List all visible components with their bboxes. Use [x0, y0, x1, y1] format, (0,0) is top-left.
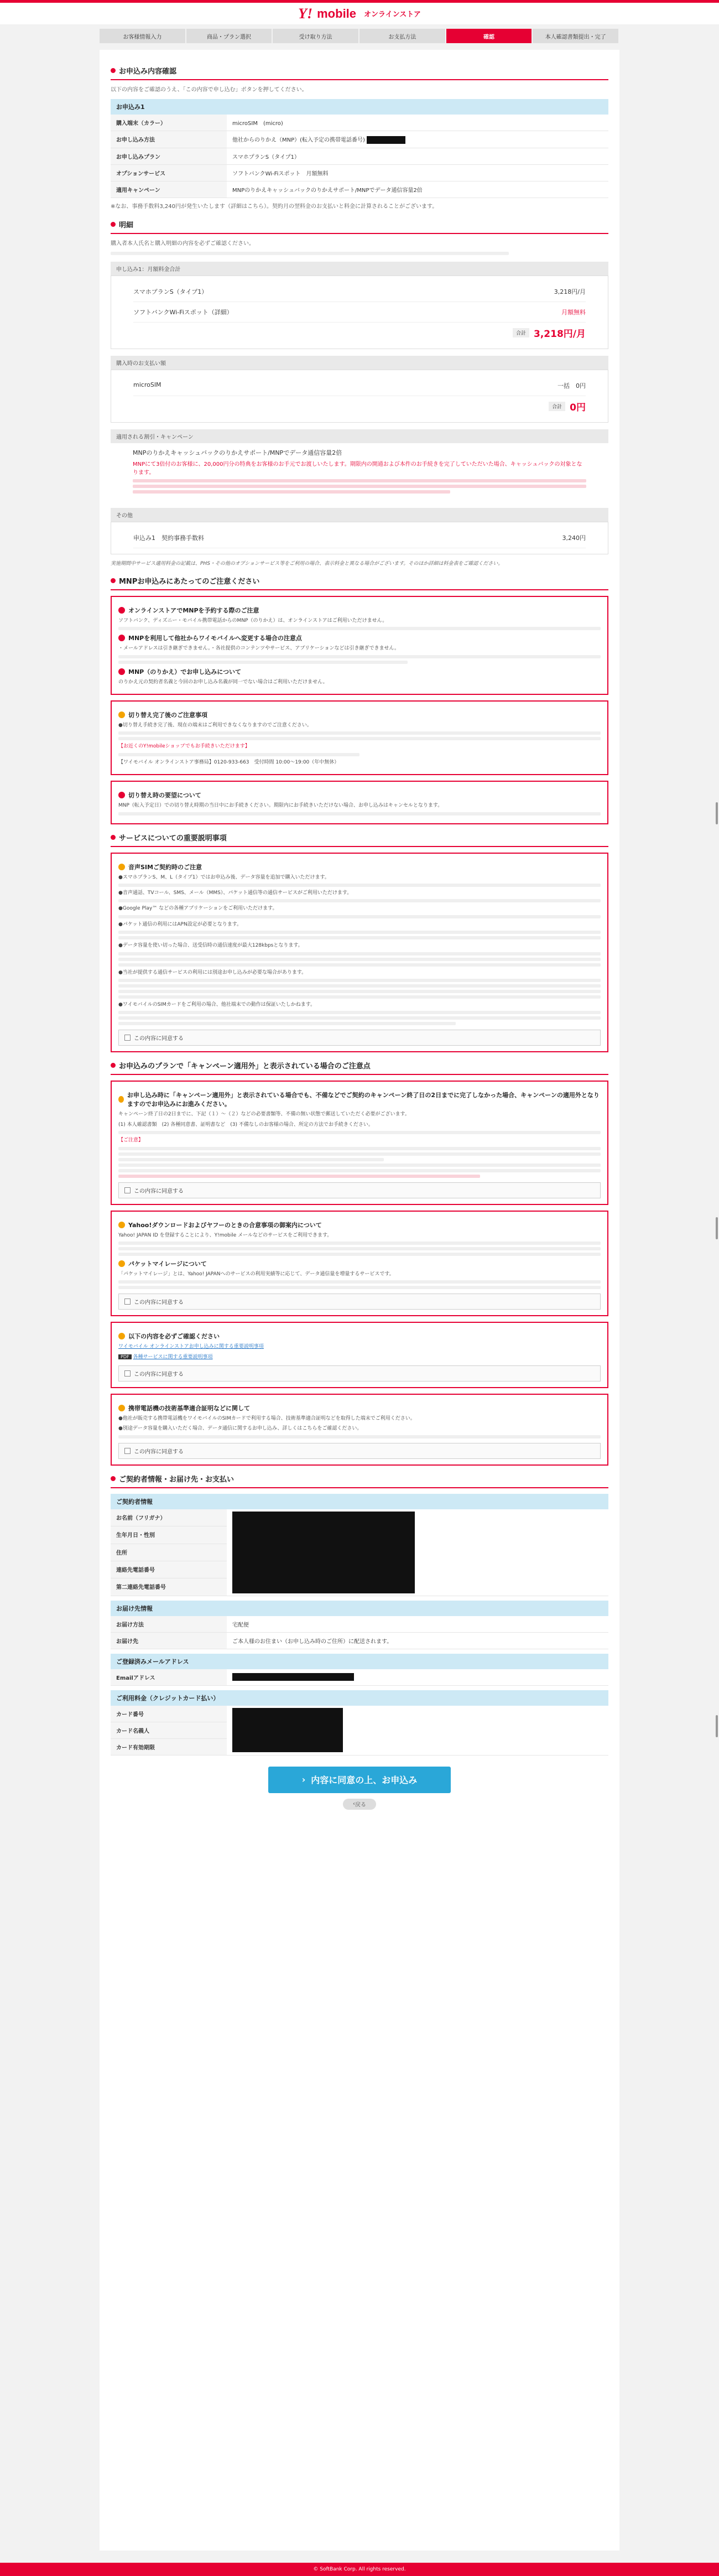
text-line — [118, 1175, 480, 1178]
text-line — [118, 915, 601, 918]
panel-heading: パケットマイレージについて — [118, 1259, 601, 1268]
text-line — [118, 1164, 601, 1167]
panel-heading: 携帯電話機の技術基準適合証明などに関して — [118, 1404, 601, 1412]
service-title: サービスについての重要説明事項 — [111, 832, 608, 843]
warning-icon — [118, 1222, 125, 1228]
panel-red-text: 【ご注意】 — [118, 1138, 144, 1144]
campaign-header: 適用される割引・キャンペーン — [111, 429, 608, 443]
purchase-total: 合計 0円 — [133, 396, 586, 417]
table-row — [111, 181, 608, 198]
checkbox-icon[interactable] — [124, 1187, 131, 1193]
row-key: お申し込み方法 — [111, 131, 227, 148]
checkbox-icon[interactable] — [124, 1299, 131, 1305]
logo-y: Y! — [298, 5, 313, 22]
panel-heading: 切り替え時の要望について — [118, 791, 601, 799]
detail-lead: 購入者本人氏名と購入明細の内容を必ずご確認ください。 — [111, 241, 254, 247]
text-line — [118, 990, 601, 993]
docs-panel — [111, 1322, 608, 1388]
list-item: スマホプランS（タイプ1） 3,218円/月 — [133, 282, 586, 302]
other-box — [111, 522, 608, 554]
text-line — [118, 1022, 456, 1025]
row-value — [227, 1706, 608, 1756]
row-value: ソフトバンクWi-Fiスポット 月額無料 — [227, 165, 608, 181]
doc-link-1[interactable]: ワイモバイル オンラインストアお申し込みに関する重要説明事項 — [118, 1344, 264, 1350]
other-header: その他 — [111, 508, 608, 522]
table-row — [111, 165, 608, 181]
checkbox-icon[interactable] — [124, 1035, 131, 1041]
row-value — [227, 1669, 608, 1686]
row-key: 連絡先電話番号 — [111, 1561, 227, 1578]
panel-text: のりかえ元の契約者名義と今回のお申し込み名義が同一でない場合はご利用いただけません。 — [118, 679, 328, 685]
row-key: お名前（フリガナ） — [111, 1509, 227, 1526]
scrollbar-thumb[interactable] — [716, 1715, 718, 1737]
customer-title: ご契約者情報・お届け先・お支払い — [111, 1473, 608, 1484]
row-key: 住所 — [111, 1544, 227, 1561]
panel-text: 「パケットマイレージ」とは、Yahoo! JAPANへのサービスの利用実績等に応じて、データ通信量を増量するサービスです。 — [118, 1271, 394, 1277]
main-content — [100, 50, 619, 2551]
text-line — [118, 1158, 384, 1161]
group-header: お申込み1 — [111, 99, 608, 115]
panel-heading: MNP（のりかえ）でお申し込みについて — [118, 667, 601, 676]
group-header: ご契約者情報 — [111, 1494, 608, 1509]
service-agree-checkbox[interactable]: この内容に同意する — [118, 1030, 601, 1046]
row-value: microSIM (micro) — [227, 115, 608, 131]
text-line — [118, 1011, 601, 1014]
bullet-icon — [111, 68, 116, 73]
panel-heading: Yahoo!ダウンロードおよびヤフーのときの合意事項の御案内について — [118, 1221, 601, 1229]
step-5-current: 確認 — [446, 29, 532, 43]
redacted-block — [232, 1708, 343, 1752]
text-line — [118, 1242, 601, 1245]
alert-icon — [118, 607, 125, 614]
row-value: スマホプランS（タイプ1） — [227, 148, 608, 165]
redacted-block — [367, 136, 405, 144]
text-line — [118, 984, 601, 988]
text-line — [133, 490, 450, 494]
panel-red-text: 【お近くのY!mobileショップでもお手続きいただけます】 — [118, 744, 250, 750]
panel-text: MNP（転入予定日）での切り替え時期の当日中にお手続きください。期限内にお手続きいただけない場合、お申し込みはキャンセルとなります。 — [118, 803, 443, 809]
alert-icon — [118, 635, 125, 641]
email-table — [111, 1669, 608, 1686]
site-header — [0, 0, 719, 24]
confirm-title: お申込み内容確認 — [111, 65, 608, 76]
table-row — [111, 1616, 608, 1633]
divider — [111, 233, 608, 234]
list-item: ●Google Play™ などの各種アプリケーションをご利用いただけます。 — [118, 906, 278, 912]
table-row — [111, 1706, 608, 1722]
list-item: ●スマホプランS、M、L（タイプ1）ではお申込み後、データ容量を追加で購入いただけます。 — [118, 874, 330, 880]
pdf-badge: PDF — [118, 1354, 132, 1359]
row-key: お届け方法 — [111, 1616, 227, 1633]
panel-heading: 音声SIMご契約時のご注意 — [118, 863, 601, 871]
row-key: お届け先 — [111, 1632, 227, 1649]
yahoo-panel — [111, 1211, 608, 1317]
text-line — [118, 661, 408, 664]
list-item: microSIM 一括 0円 — [133, 376, 586, 396]
row-key: 適用キャンペーン — [111, 181, 227, 198]
progress-steps — [100, 29, 619, 43]
row-key: お申し込みプラン — [111, 148, 227, 165]
contract-table — [111, 1509, 608, 1596]
contact-text: 【ワイモバイル オンラインストア事務局】0120-933-663 受付時間 10:00～19:00（年中無休） — [118, 759, 340, 765]
row-key: 購入端末（カラー） — [111, 115, 227, 131]
list-item: 申込み1 契約事務手数料 3,240円 — [133, 528, 586, 548]
panel-heading: 以下の内容を必ずご確認ください — [118, 1332, 601, 1341]
table-row — [111, 148, 608, 165]
doc-link-2[interactable]: 各種サービスに関する重要説明事項 — [133, 1354, 213, 1360]
checkbox-icon[interactable] — [124, 1448, 131, 1454]
campaign-notice-panel — [111, 1081, 608, 1204]
step-1: お客様情報入力 — [100, 29, 185, 43]
row-value — [227, 1509, 608, 1596]
mnp-title: MNPお申込みにあたってのご注意ください — [111, 575, 608, 586]
after-note: ※なお、事務手数料3,240円が発生いたします（詳細はこちら）。契約月の翌料金のお支払いと料金に計算されることがございます。 — [111, 204, 438, 210]
campaign-title: MNPのりかえキャッシュバックのりかえサポート/MNPでデータ通信容量2倍 — [133, 449, 342, 456]
card-table — [111, 1706, 608, 1756]
panel-text: Yahoo! JAPAN ID を登録することにより、Y!mobile メールなどのサービスをご利用できます。 — [118, 1232, 332, 1238]
text-line — [118, 1435, 601, 1438]
text-line — [118, 655, 601, 658]
mnp-panel — [111, 596, 608, 695]
alert-icon — [118, 792, 125, 798]
text-line — [118, 995, 601, 999]
redacted-block — [232, 1512, 415, 1593]
text-line — [118, 1131, 601, 1134]
row-key: オプションサービス — [111, 165, 227, 181]
warning-icon — [118, 711, 125, 718]
service-panel — [111, 853, 608, 1053]
text-line — [118, 952, 601, 955]
text-line — [118, 1152, 601, 1156]
text-line — [118, 1169, 601, 1172]
table-row — [111, 1632, 608, 1649]
text-line — [133, 479, 586, 482]
chevron-right-icon: › — [301, 1774, 306, 1785]
redacted-block — [232, 1673, 354, 1681]
text-line — [118, 963, 601, 967]
campaign-notice-title: お申込みのプランで「キャンペーン適用外」と表示されている場合のご注意点 — [111, 1060, 608, 1071]
text-line — [118, 731, 601, 735]
confirm-lead: 以下の内容をご確認のうえ、「この内容で申し込む」ボタンを押してください。 — [111, 87, 308, 93]
panel-text: ・メールアドレスは引き継ぎできません。・各社提供のコンテンツやサービス、アプリケーションなどは引き継ぎできません。 — [118, 646, 400, 652]
text-line — [118, 737, 601, 740]
submit-button[interactable]: › 内容に同意の上、お申込み — [268, 1767, 451, 1793]
checkbox-icon[interactable] — [124, 1370, 131, 1377]
text-line — [118, 1253, 601, 1256]
phone-agree-checkbox[interactable]: この内容に同意する — [118, 1443, 601, 1459]
text-line — [118, 979, 601, 982]
panel-text: ●別途データ容量を購入いただく場合、データ通信に関するお申し込み、詳しくはこちらをご確認ください。 — [118, 1426, 362, 1432]
text-line — [118, 936, 601, 939]
row-key: 生年月日・性別 — [111, 1526, 227, 1544]
campaign-text: MNPにて3倍付のお客様に、20,000円分の特典をお客様のお手元でお渡しいたします。期限内の開通および本件のお手続きを完了していただいた場合、キャッシュバックの対象となります。 — [133, 461, 582, 476]
table-row — [111, 115, 608, 131]
list-item: ソフトバンクWi-Fiスポット（詳細） 月額無料 — [133, 302, 586, 323]
panel-heading: お申し込み時に「キャンペーン適用外」と表示されている場合でも、不備などでご契約のキャンペーン終了日の2日までに完了しなかった場合、キャンペーンの適用外となりますのでお申込みにお進みください。 — [118, 1090, 601, 1108]
panel-text: (1) 本人確認書類 (2) 各種同意書、証明書など (3) 不備なしのお客様の場合、所定の方法でお手続きください。 — [118, 1121, 373, 1128]
table-row — [111, 1669, 608, 1686]
scrollbar-thumb[interactable] — [716, 1217, 718, 1239]
bullet-icon — [111, 578, 116, 583]
list-item: ●パケット通信の利用にはAPN設定が必要となります。 — [118, 921, 242, 927]
divider — [111, 1487, 608, 1488]
step-2: 商品・プラン選択 — [186, 29, 272, 43]
monthly-total: 合計 3,218円/月 — [133, 323, 586, 343]
scrollbar-thumb[interactable] — [716, 802, 718, 824]
site-footer: © SoftBank Corp. All rights reserved. — [0, 2563, 719, 2576]
switch2-panel — [111, 781, 608, 824]
panel-heading: 切り替え完了後のご注意事項 — [118, 710, 601, 719]
row-value: 宅配便 — [227, 1616, 608, 1633]
docs-agree-checkbox[interactable]: この内容に同意する — [118, 1365, 601, 1382]
logo-mobile: mobile — [317, 6, 357, 20]
text-line — [118, 958, 601, 961]
group-header: お届け先情報 — [111, 1601, 608, 1616]
phone-panel — [111, 1394, 608, 1466]
text-line — [133, 485, 586, 488]
panel-text: ソフトバンク、ディズニー・モバイル携帯電話からのMNP（のりかえ）は、オンラインストアはご利用いただけません。 — [118, 617, 388, 624]
table-row — [111, 1509, 608, 1526]
text-line — [118, 753, 359, 756]
step-4: お支払方法 — [359, 29, 445, 43]
chevron-left-icon: ‹ — [353, 1801, 355, 1808]
yahoo-agree-checkbox[interactable]: この内容に同意する — [118, 1294, 601, 1310]
row-key: Emailアドレス — [111, 1669, 227, 1686]
bullet-icon — [111, 1063, 116, 1068]
panel-heading: オンラインストアでMNPを予約する際のご注意 — [118, 606, 601, 615]
row-value: ご本人様のお住まい（お申し込み時のご住所）に配送されます。 — [227, 1632, 608, 1649]
panel-text: ●他社が販売する携帯電話機をワイモバイルのSIMカードで利用する場合、技術基準適合証明などを取得した端末でご利用ください。 — [118, 1416, 415, 1422]
warning-icon — [118, 1260, 125, 1267]
text-line — [118, 899, 601, 902]
detail-title: 明細 — [111, 219, 608, 230]
text-line — [118, 884, 601, 887]
text-line — [118, 627, 601, 630]
warning-icon — [118, 864, 125, 870]
group-header: ご利用料金（クレジットカード払い） — [111, 1690, 608, 1706]
warning-icon — [118, 1096, 124, 1103]
back-button[interactable]: ‹ 戻る — [343, 1799, 376, 1810]
bullet-icon — [111, 835, 116, 840]
panel-text: ●切り替え手続き完了後、現在の端末はご利用できなくなりますのでご注意ください。 — [118, 723, 312, 729]
doc-link-row — [118, 1353, 601, 1361]
warning-icon — [118, 1405, 125, 1411]
table-row — [111, 131, 608, 148]
divider — [111, 79, 608, 80]
bullet-icon — [111, 1476, 116, 1481]
list-item: ●データ容量を使い切った場合、送受信時の通信速度が最大128kbpsとなります。 — [118, 943, 303, 949]
list-item: ●ワイモバイルのSIMカードをご利用の場合、他社端末での動作は保証いたしかねます。 — [118, 1001, 315, 1007]
purchase-box — [111, 370, 608, 423]
row-key: カード有効期限 — [111, 1738, 227, 1755]
delivery-table — [111, 1616, 608, 1649]
monthly-header: 申し込み1：月額料金合計 — [111, 262, 608, 276]
switch-panel — [111, 700, 608, 775]
store-label: オンラインストア — [364, 11, 421, 19]
row-value: MNPのりかえキャッシュバックのりかえサポート/MNPでデータ通信容量2倍 — [227, 181, 608, 198]
text-line — [118, 1147, 601, 1150]
campaign-box — [111, 443, 608, 501]
purchase-header: 購入時のお支払い額 — [111, 356, 608, 370]
text-line — [118, 1247, 601, 1250]
panel-text: キャンペーン終了日の2日までに、下記（１）～（２）などの必要書類等、不備の無い状態で郵送していただく必要がございます。 — [118, 1112, 410, 1118]
row-value: 他社からのりかえ（MNP）(転入予定の携帯電話番号) — [227, 131, 608, 148]
row-key: 第二連絡先電話番号 — [111, 1578, 227, 1596]
warning-icon — [118, 1333, 125, 1339]
alert-icon — [118, 668, 125, 675]
step-3: 受け取り方法 — [273, 29, 358, 43]
footnote: 実施期間中サービス適用料金の記載は、PHS・その他のオプションサービス等をご利用の場合、表示料金と異なる場合がございます。そのほか詳細は料金表をご確認ください。 — [111, 560, 503, 567]
row-key: カード名義人 — [111, 1722, 227, 1738]
text-line — [111, 252, 509, 255]
group-header: ご登録済みメールアドレス — [111, 1654, 608, 1669]
list-item: ●当社が提供する通信サービスの利用には別途お申し込みが必要な場合があります。 — [118, 969, 307, 975]
text-line — [118, 931, 601, 934]
text-line — [118, 1280, 601, 1284]
list-item: ●音声通話、TVコール、SMS、メール（MMS）、パケット通信等の通信サービスがご利用いただけます。 — [118, 890, 352, 896]
divider — [111, 1074, 608, 1075]
text-line — [118, 1016, 601, 1020]
campaign-agree-checkbox[interactable]: この内容に同意する — [118, 1182, 601, 1198]
step-6: 本人確認書類提出・完了 — [533, 29, 618, 43]
text-line — [118, 812, 601, 816]
divider — [111, 846, 608, 847]
monthly-box — [111, 276, 608, 349]
divider — [111, 589, 608, 590]
panel-heading: MNPを利用して他社からワイモバイルへ変更する場合の注意点 — [118, 633, 601, 642]
row-key: カード番号 — [111, 1706, 227, 1722]
order-table — [111, 115, 608, 198]
bullet-icon — [111, 222, 116, 227]
text-line — [118, 1286, 601, 1289]
